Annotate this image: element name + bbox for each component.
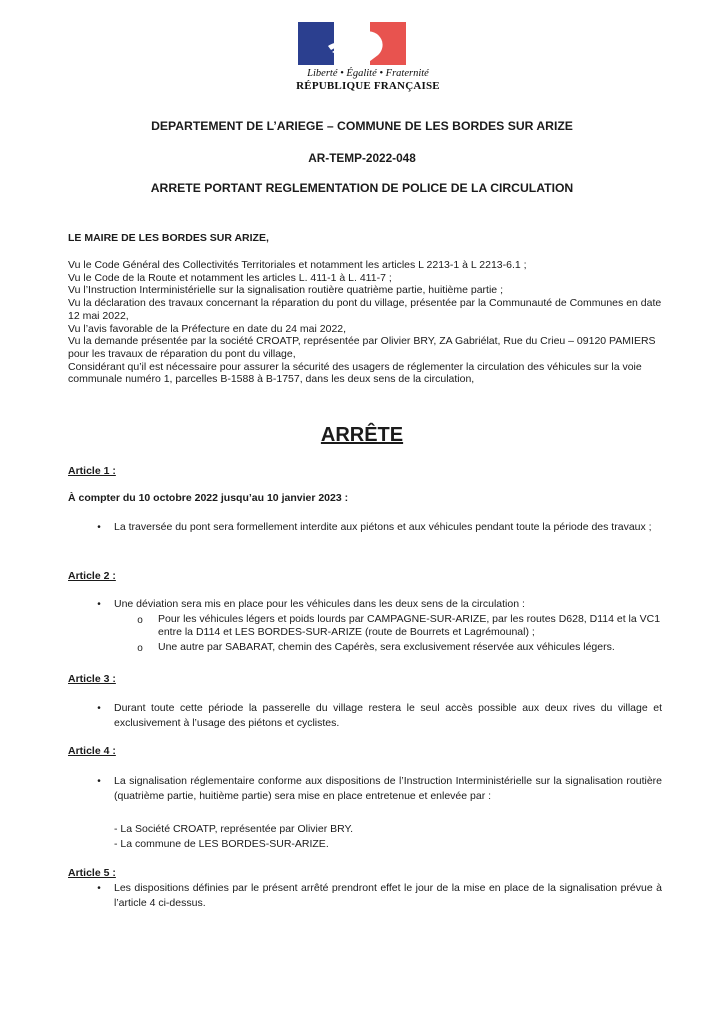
article-3-text: Durant toute cette période la passerelle du village restera le seul accès possible aux deux rives du village et exclusivement à l’usage des piétons et cyclistes. (114, 702, 662, 729)
sub-bullet-icon: o (137, 615, 143, 626)
article-4-text: La signalisation réglementaire conforme aux dispositions de l’Instruction Interministérielle sur la signalisation routière (quatrième partie, huitième partie) sera mise en place entretenue et enlevée par : (114, 775, 662, 802)
effective-dates: À compter du 10 octobre 2022 jusqu’au 10 janvier 2023 : (68, 492, 349, 504)
visa-line: Considérant qu’il est nécessaire pour assurer la sécurité des usagers de réglementer la circulation des véhicules sur la voie communale numéro 1, parcelles B-1588 à B-1757, dans les deux sens de la circulation, (68, 360, 642, 386)
arrete-heading: ARRÊTE (320, 424, 404, 446)
visa-line: Vu la déclaration des travaux concernant la réparation du pont du village, présentée par la Communauté de Communes en date 12 mai 2022, (68, 297, 662, 322)
article-4-label: Article 4 : (68, 745, 116, 757)
article-3-label: Article 3 : (68, 673, 116, 685)
bullet-icon: • (97, 599, 101, 610)
visa-block (68, 259, 668, 386)
republic-name: RÉPUBLIQUE FRANÇAISE (296, 80, 440, 92)
visa-line: Vu l’Instruction Interministérielle sur la signalisation routière quatrième partie, huitième partie ; (68, 284, 503, 297)
visa-line: Vu la demande présentée par la société CROATP, représentée par Olivier BRY, ZA Gabriélat, Rue du Crieu – 09120 PAMIERS pour les travaux de réparation du pont du village, (68, 335, 656, 360)
document-title: ARRETE PORTANT REGLEMENTATION DE POLICE DE LA CIRCULATION (150, 181, 574, 195)
sub-bullet-icon: o (137, 643, 143, 654)
marianne-flag-icon (298, 22, 406, 65)
article-5-label: Article 5 : (68, 867, 116, 879)
visa-line: Vu le Code Général des Collectivités Territoriales et notamment les articles L 2213-1 à L 2213-6.1 ; (68, 259, 527, 271)
republic-motto: Liberté • Égalité • Fraternité (307, 68, 429, 79)
article-2-text: Une déviation sera mis en place pour les véhicules dans les deux sens de la circulation : (114, 598, 525, 610)
department-heading: DEPARTEMENT DE L’ARIEGE – COMMUNE DE LES BORDES SUR ARIZE (151, 119, 573, 133)
article-2-route-1: Pour les véhicules légers et poids lourds par CAMPAGNE-SUR-ARIZE, par les routes D628, D114 et la VC1 entre la D114 et LES BORDES-SUR-ARIZE (route de Bourrets et Lagrémounal) ; (158, 613, 661, 638)
mayor-heading: LE MAIRE DE LES BORDES SUR ARIZE, (68, 232, 269, 244)
article-1-text: La traversée du pont sera formellement interdite aux piétons et aux véhicules pendant toute la période des travaux ; (114, 521, 652, 533)
bullet-icon: • (97, 883, 101, 894)
visa-line: Vu le Code de la Route et notamment les articles L. 411-1 à L. 411-7 ; (68, 271, 392, 284)
article-2-label: Article 2 : (68, 570, 116, 582)
responsible-party: - La Société CROATP, représentée par Olivier BRY. (114, 823, 354, 835)
visa-line: Vu l’avis favorable de la Préfecture en date du 24 mai 2022, (68, 322, 347, 335)
responsible-party: - La commune de LES BORDES-SUR-ARIZE. (114, 838, 329, 850)
article-2-route-2: Une autre par SABARAT, chemin des Capérès, sera exclusivement réservée aux véhicules légers. (158, 641, 615, 653)
reference-number: AR-TEMP-2022-048 (308, 151, 416, 165)
bullet-icon: • (97, 776, 101, 787)
article-1-label: Article 1 : (68, 465, 116, 477)
bullet-icon: • (97, 703, 101, 714)
article-5-text: Les dispositions définies par le présent arrêté prendront effet le jour de la mise en place de la signalisation prévue à l’article 4 ci-dessus. (114, 882, 662, 909)
bullet-icon: • (97, 522, 101, 533)
